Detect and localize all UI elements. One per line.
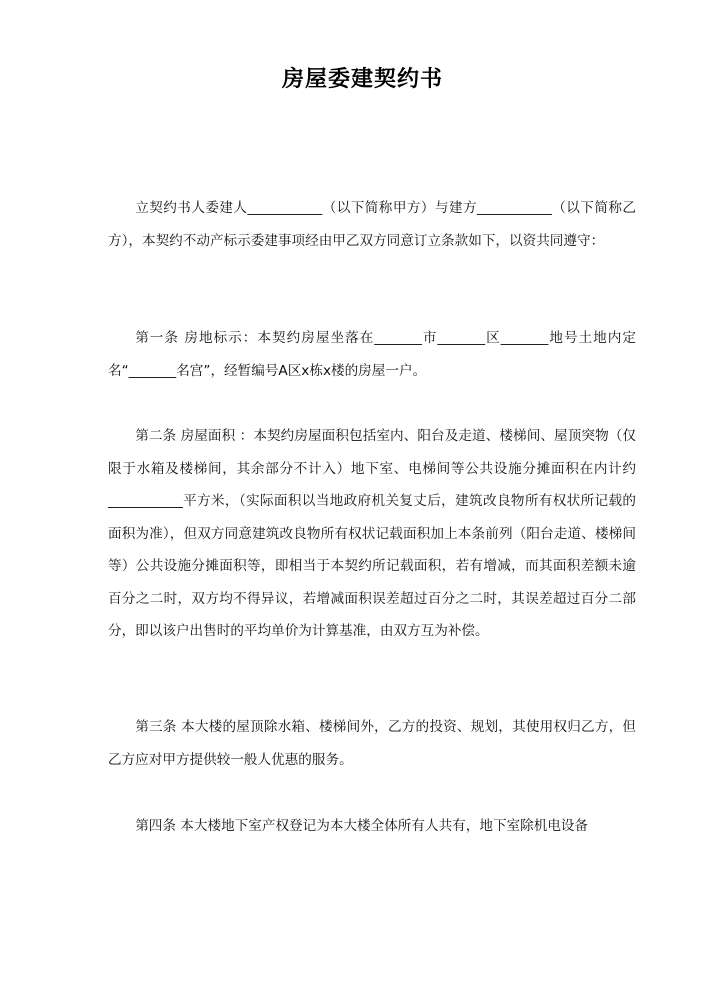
paragraph-article-3: 第三条 本大楼的屋顶除水箱、楼梯间外，乙方的投资、规划，其使用权归乙方，但乙方应对甲方提供较一般人优惠的服务。: [108, 719, 636, 768]
paragraph-intro: 立契约书人委建人___________（以下简称甲方）与建方___________（以下简称乙方），本契约不动产标示委建事项经由甲乙双方同意订立条款如下，以资共同遵守：: [108, 200, 636, 249]
paragraph-article-4: 第四条 本大楼地下室产权登记为本大楼全体所有人共有，地下室除机电设备: [135, 818, 589, 834]
document-title: 房屋委建契约书: [281, 66, 443, 92]
paragraph-article-2: 第二条 房屋面积 ：本契约房屋面积包括室内、阳台及走道、楼梯间、屋顶突物（仅限于水箱及楼梯间，其余部分不计入）地下室、电梯间等公共设施分摊面积在内计约___________平方米，（实际面积以当地政府机关复丈后，建筑改良物所有权状所记载的面积为准），但双方同意建筑改良物所有权状记载面积加上本条前列（阳台走道、楼梯间等）公共设施分摊面积等，即相当于本契约所记载面积，若有增减，而其面积差额未逾百分之二时，双方均不得异议，若增减面积误差超过百分之二时，其误差超过百分二部分，即以该户出售时的平均单价为计算基准，由双方互为补偿。: [108, 428, 636, 639]
paragraph-article-1: 第一条 房地标示：本契约房屋坐落在_______市_______区_______地号土地内定名“_______名宫”，经暂编号A区x栋x楼的房屋一户。: [108, 330, 636, 379]
